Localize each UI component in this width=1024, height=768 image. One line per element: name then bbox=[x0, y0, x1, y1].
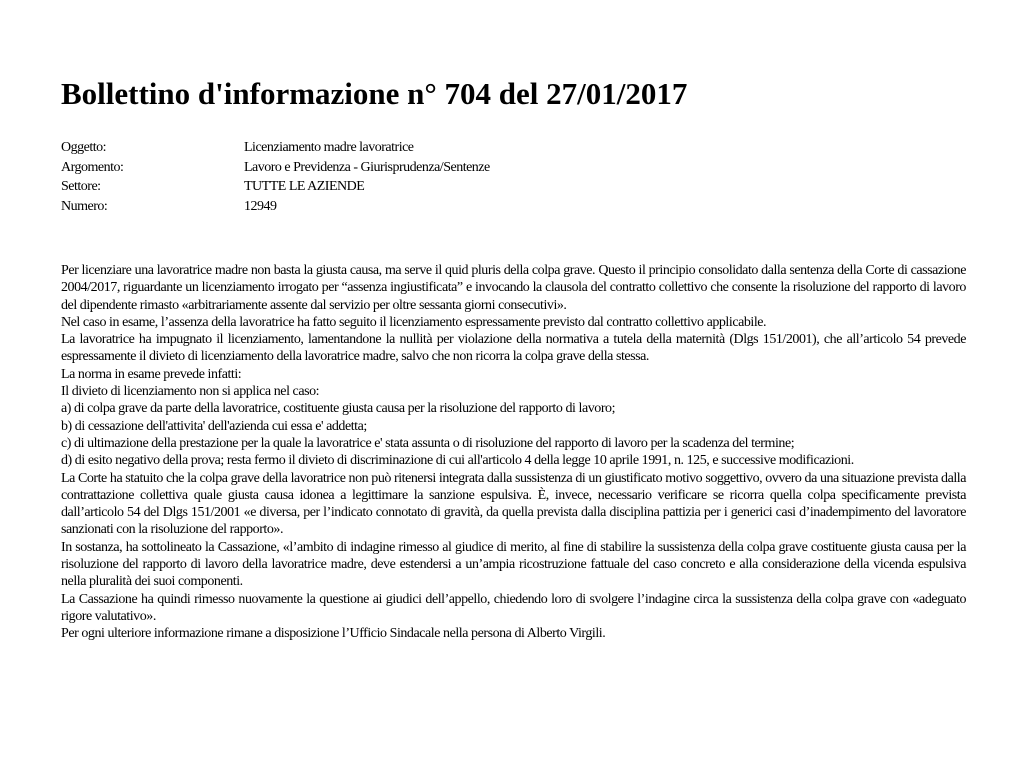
list-item: c) di ultimazione della prestazione per la quale la lavoratrice e' stata assunta o di risoluzione del rapporto di lavoro per la scadenza del termine; bbox=[61, 435, 795, 451]
page-title: Bollettino d'informazione n° 704 del 27/01/2017 bbox=[61, 76, 688, 111]
paragraph: La Corte ha statuito che la colpa grave della lavoratrice non può ritenersi integrata dalla sussistenza di un giustificato motivo soggettivo, ovvero da una situazione prevista dalla contrattazione collettiva quale giusta causa idonea a legittimare la sanzione espulsiva. È, invece, necessario verificare se ricorra quella colpa specificamente prevista dall’articolo 54 del Dlgs 151/2001 «e diversa, per l’indicato connotato di gravità, da quella prevista dalla disciplina pattizia per i generici casi d’inadempimento del lavoratore sanzionati con la risoluzione del rapporto». bbox=[61, 470, 966, 538]
closing-paragraph: Per ogni ulteriore informazione rimane a disposizione l’Ufficio Sindacale nella persona di Alberto Virgili. bbox=[61, 626, 606, 642]
list-item: d) di esito negativo della prova; resta fermo il divieto di discriminazione di cui all'articolo 4 della legge 10 aprile 1991, n. 125, e successive modificazioni. bbox=[61, 453, 854, 469]
paragraph: La Cassazione ha quindi rimesso nuovamente la questione ai giudici dell’appello, chiedendo loro di svolgere l’indagine circa la sussistenza della colpa grave con «adeguato rigore valutativo». bbox=[61, 591, 966, 624]
paragraph: Per licenziare una lavoratrice madre non basta la giusta causa, ma serve il quid pluris della colpa grave. Questo il principio consolidato dalla sentenza della Corte di cassazione 2004/2017, riguardante un licenziamento irrogato per “assenza ingiustificata” e invocando la clausola del contratto collettivo che consente la risoluzione del rapporto di lavoro del dipendente rimasto «arbitrariamente assente dal servizio per oltre sessanta giorni consecutivi». bbox=[61, 263, 966, 313]
meta-value: 12949 bbox=[244, 198, 277, 214]
article-body bbox=[61, 262, 966, 643]
meta-row-oggetto bbox=[61, 138, 490, 158]
paragraph: In sostanza, ha sottolineato la Cassazione, «l’ambito di indagine rimesso al giudice di merito, al fine di stabilire la sussistenza della colpa grave costituente giusta causa per la risoluzione del rapporto di lavoro della lavoratrice madre, deve estendersi a un’ampia ricostruzione fattuale del caso concreto e alla considerazione della vicenda espulsiva nella pluralità dei suoi componenti. bbox=[61, 539, 966, 590]
list-item: b) di cessazione dell'attivita' dell'azienda cui essa e' addetta; bbox=[61, 418, 367, 434]
meta-label: Oggetto: bbox=[61, 140, 106, 155]
meta-label: Argomento: bbox=[61, 159, 124, 175]
meta-value: Licenziamento madre lavoratrice bbox=[244, 140, 414, 155]
meta-value: Lavoro e Previdenza - Giurisprudenza/Sentenze bbox=[244, 159, 490, 175]
meta-value: TUTTE LE AZIENDE bbox=[244, 179, 365, 194]
paragraph: La lavoratrice ha impugnato il licenziamento, lamentandone la nullità per violazione della normativa a tutela della maternità (Dlgs 151/2001), che all’articolo 54 prevede espressamente il divieto di licenziamento della lavoratrice madre, salvo che non ricorra la colpa grave della stessa. bbox=[61, 332, 966, 365]
meta-label: Settore: bbox=[61, 179, 101, 194]
meta-row-settore bbox=[61, 177, 490, 197]
meta-row-numero bbox=[61, 197, 490, 217]
paragraph: Nel caso in esame, l’assenza della lavoratrice ha fatto seguito il licenziamento espressamente previsto dal contratto collettivo applicabile. bbox=[61, 314, 767, 330]
meta-row-argomento bbox=[61, 158, 490, 178]
meta-label: Numero: bbox=[61, 198, 108, 214]
paragraph: La norma in esame prevede infatti: bbox=[61, 366, 242, 382]
list-item: a) di colpa grave da parte della lavoratrice, costituente giusta causa per la risoluzione del rapporto di lavoro; bbox=[61, 401, 616, 417]
metadata-table bbox=[61, 138, 490, 216]
paragraph: Il divieto di licenziamento non si applica nel caso: bbox=[61, 384, 320, 400]
